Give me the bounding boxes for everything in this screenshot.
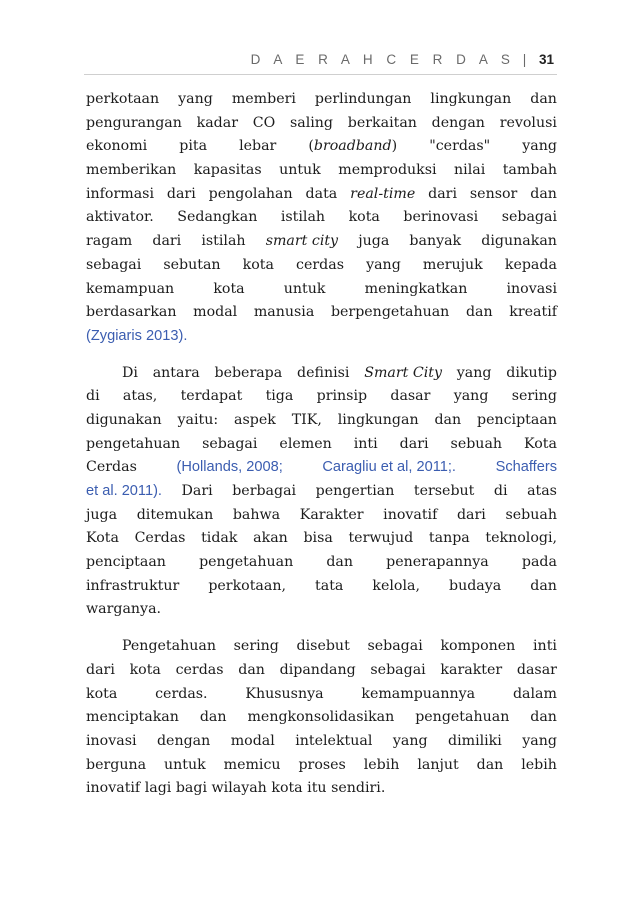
text-line <box>86 230 557 254</box>
word: data <box>305 185 338 202</box>
word: Cerdas <box>134 530 186 547</box>
word: dalam <box>512 685 557 702</box>
word: penerapannya <box>386 554 489 571</box>
word: berdasarkan <box>86 304 177 321</box>
word: memberikan <box>86 162 177 179</box>
word: kelola, <box>372 577 420 594</box>
text-line <box>86 527 557 551</box>
text-line <box>86 433 557 457</box>
word: yang <box>178 91 213 107</box>
text-line <box>86 135 557 159</box>
paragraph-gap <box>86 622 557 635</box>
word: lagi <box>144 780 172 797</box>
word: dari <box>166 185 196 202</box>
body-text <box>86 88 557 801</box>
word: mengkonsolidasikan <box>247 709 395 726</box>
word: dan <box>326 554 354 571</box>
word: dari <box>428 185 457 202</box>
word: ragam <box>86 233 133 250</box>
word: sebagai <box>367 638 423 655</box>
word: pengurangan <box>86 114 182 131</box>
word: sebagai <box>501 209 557 226</box>
word: kota <box>86 685 118 702</box>
word: tambah <box>502 162 557 179</box>
word: nilai <box>454 162 486 179</box>
paragraph-gap <box>86 349 557 362</box>
word: kreatif <box>509 304 557 321</box>
word: kemampuan <box>86 280 175 297</box>
paragraph <box>86 88 557 349</box>
word: berbagai <box>232 483 297 499</box>
word: sebuah <box>450 435 503 452</box>
word: dari <box>456 506 486 523</box>
word: pengolahan <box>208 185 293 202</box>
word: sebagai <box>202 435 258 452</box>
word: proses <box>298 756 346 773</box>
text-line <box>86 659 557 683</box>
word: merujuk <box>422 256 483 273</box>
word: terwujud <box>348 530 414 547</box>
word: dan <box>238 661 265 678</box>
word: kota <box>213 280 245 297</box>
word: tiga <box>265 388 294 405</box>
word: CO <box>252 114 276 131</box>
text-line <box>86 635 557 659</box>
word: budaya <box>449 577 502 594</box>
word: Kota <box>86 530 119 547</box>
word: penciptaan <box>477 411 557 428</box>
word: yang <box>453 388 489 405</box>
word: lingkungan <box>337 411 419 428</box>
word: dari <box>152 233 182 250</box>
text-line <box>86 183 557 207</box>
paragraph <box>86 362 557 623</box>
text-line <box>86 385 557 409</box>
word: Khususnya <box>245 685 324 702</box>
word: (Hollands, 2008; <box>176 459 283 476</box>
word: yang <box>522 138 557 155</box>
word: wilayah <box>211 780 267 797</box>
word: lebih <box>363 756 400 773</box>
word: kota <box>129 661 161 678</box>
word: kepada <box>504 256 557 273</box>
word: kadar <box>196 114 239 131</box>
word: Cerdas <box>86 459 137 476</box>
paragraph <box>86 635 557 801</box>
word: akan <box>253 530 288 547</box>
word: untuk <box>283 280 326 297</box>
header-title: D A E R A H C E R D A S <box>250 52 515 67</box>
word: yang <box>392 732 428 749</box>
word: dasar <box>390 388 431 405</box>
word: pengetahuan <box>86 435 181 452</box>
word: komponen <box>440 638 516 655</box>
word: banyak <box>409 233 462 250</box>
word: dasar <box>516 661 557 678</box>
word: Schaffers <box>495 459 557 476</box>
word: dan <box>199 709 227 726</box>
word: prinsip <box>316 388 368 405</box>
word: definisi <box>297 364 350 381</box>
word: cerdas <box>296 256 344 273</box>
word: inti <box>353 435 378 452</box>
word: perkotaan <box>86 91 160 107</box>
word: kota <box>242 256 274 273</box>
word: digunakan <box>86 411 162 428</box>
word: Di <box>122 364 138 381</box>
word: dari <box>399 435 429 452</box>
word: warganya. <box>86 601 162 618</box>
word: sering <box>511 388 557 405</box>
text-line <box>86 409 557 433</box>
word: untuk <box>163 756 206 773</box>
word: Sedangkan <box>177 209 258 226</box>
word: digunakan <box>481 233 557 250</box>
word: informasi <box>86 185 154 202</box>
word: terdapat <box>180 388 243 405</box>
page-number: 31 <box>538 52 554 67</box>
word: sebuah <box>505 506 557 523</box>
word: memberi <box>231 91 296 107</box>
word: dan <box>530 91 557 107</box>
word: penciptaan <box>86 554 166 571</box>
word: lebih <box>521 756 557 773</box>
word: pada <box>521 554 557 571</box>
word: kemampuannya <box>361 685 476 702</box>
text-line <box>86 456 557 480</box>
word: manusia <box>253 304 315 321</box>
word: perkotaan, <box>208 577 286 594</box>
word: elemen <box>279 435 332 452</box>
word: sebutan <box>163 256 221 273</box>
word: revolusi <box>499 114 557 131</box>
word: inovasi <box>86 732 137 749</box>
word: dipandang <box>279 661 356 678</box>
word: Pengetahuan <box>122 638 216 655</box>
word: memproduksi <box>338 162 437 179</box>
word: cerdas <box>175 661 224 678</box>
word: dikutip <box>506 364 557 381</box>
word: sendiri. <box>331 780 386 797</box>
word: pengetahuan <box>199 554 294 571</box>
word: smart city <box>265 233 339 250</box>
text-line <box>86 730 557 754</box>
text-line <box>86 551 557 575</box>
word: real-time <box>350 185 416 202</box>
word: inovatif <box>86 780 141 797</box>
word: dan <box>465 304 493 321</box>
word: Caragliu et al, 2011;. <box>322 459 456 476</box>
word: saling <box>289 114 334 131</box>
text-line <box>86 598 557 622</box>
word: sebagai <box>86 256 142 273</box>
word: istilah <box>280 209 326 226</box>
word: pengetahuan <box>415 709 510 726</box>
word: pengertian <box>315 483 395 499</box>
text-line <box>86 706 557 730</box>
word: aktivator. <box>86 209 154 226</box>
word: inti <box>533 638 557 655</box>
word: TIK, <box>291 411 322 428</box>
word: berkaitan <box>347 114 417 131</box>
word: pita <box>179 138 208 155</box>
text-line <box>86 504 557 528</box>
header-rule <box>84 74 557 75</box>
word: lingkungan <box>430 91 512 107</box>
word: di <box>86 388 100 405</box>
word: dari <box>86 661 115 678</box>
word: tanpa <box>428 530 470 547</box>
word: bagi <box>175 780 208 797</box>
text-line <box>86 777 557 801</box>
word: teknologi, <box>485 530 557 547</box>
text-line <box>86 112 557 136</box>
word: Dari <box>181 483 213 499</box>
word: sebagai <box>370 661 426 678</box>
word: yang <box>522 732 557 749</box>
word: "cerdas" <box>429 138 491 155</box>
text-line <box>86 683 557 707</box>
word: memicu <box>223 756 281 773</box>
word: untuk <box>279 162 321 179</box>
word: modal <box>193 304 238 321</box>
text-line <box>86 575 557 599</box>
word: meningkatkan <box>364 280 468 297</box>
word: Smart City <box>364 364 442 381</box>
word: cerdas. <box>155 685 208 702</box>
word: sering <box>233 638 279 655</box>
word: karakter <box>440 661 503 678</box>
word: di <box>493 483 508 499</box>
text-line <box>86 278 557 302</box>
text-line <box>86 325 557 349</box>
word: sensor <box>469 185 518 202</box>
word: dan <box>476 756 504 773</box>
word: modal <box>230 732 275 749</box>
word: Karakter <box>299 506 364 523</box>
word: berinovasi <box>403 209 479 226</box>
word: perlindungan <box>314 91 412 107</box>
text-line <box>86 206 557 230</box>
word: et al. 2011). <box>86 483 162 499</box>
word: inovasi <box>506 280 557 297</box>
word: tersebut <box>413 483 475 499</box>
text-line <box>86 159 557 183</box>
text-line <box>86 301 557 325</box>
header-separator: | <box>522 52 527 67</box>
word: menciptakan <box>86 709 179 726</box>
word: dan <box>530 709 557 726</box>
word: lanjut <box>417 756 459 773</box>
word: ditemukan <box>136 506 214 523</box>
word: dan <box>434 411 462 428</box>
word: yaitu: <box>177 411 219 428</box>
word: yang <box>456 364 492 381</box>
word: bahwa <box>232 506 281 523</box>
word: kapasitas <box>193 162 262 179</box>
word: dengan <box>431 114 485 131</box>
word: berguna <box>86 756 147 773</box>
word: yang <box>366 256 401 273</box>
running-header <box>251 52 554 67</box>
word: dimiliki <box>448 732 502 749</box>
word: kota <box>271 780 303 797</box>
word: inovatif <box>383 506 438 523</box>
word: disebut <box>296 638 350 655</box>
word: dan <box>530 185 557 202</box>
word: tidak <box>201 530 238 547</box>
word: intelektual <box>295 732 373 749</box>
word: dengan <box>156 732 211 749</box>
word: itu <box>307 780 327 797</box>
word: infrastruktur <box>86 577 180 594</box>
text-line <box>86 754 557 778</box>
word: (broadband) <box>308 138 398 155</box>
word: aspek <box>234 411 276 428</box>
word: ekonomi <box>86 138 148 155</box>
word: atas <box>527 483 557 499</box>
word: juga <box>358 233 390 250</box>
word: (Zygiaris 2013). <box>86 327 188 344</box>
text-line <box>86 254 557 278</box>
text-line <box>86 480 557 504</box>
text-line <box>86 362 557 386</box>
word: berpengetahuan <box>330 304 450 321</box>
word: dan <box>530 577 557 594</box>
word: beberapa <box>214 364 283 381</box>
word: atas, <box>122 388 158 405</box>
word: juga <box>86 506 118 523</box>
word: bisa <box>303 530 333 547</box>
word: kota <box>348 209 380 226</box>
word: Kota <box>524 435 557 452</box>
word: lebar <box>239 138 277 155</box>
text-line <box>86 88 557 112</box>
word: istilah <box>201 233 246 250</box>
word: tata <box>315 577 344 594</box>
word: antara <box>152 364 200 381</box>
